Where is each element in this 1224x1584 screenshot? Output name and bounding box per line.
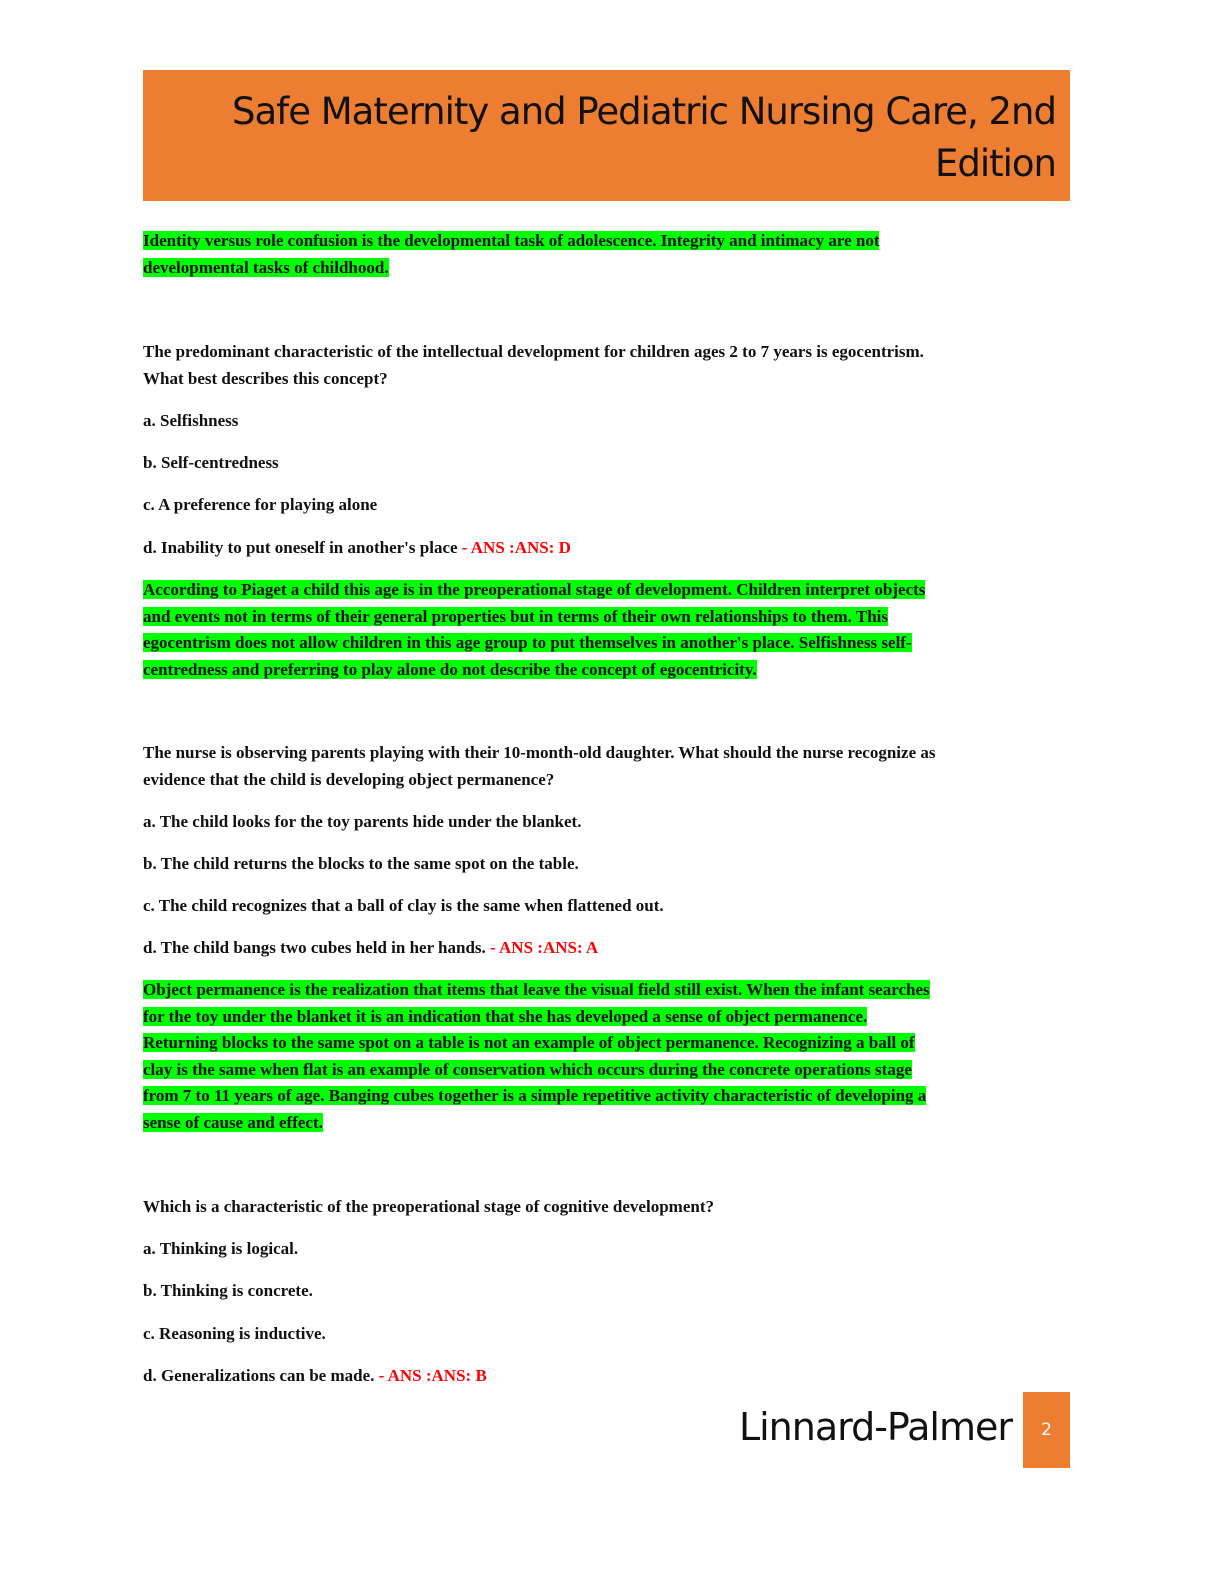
text-line bbox=[143, 1057, 1083, 1084]
answer-key: - ANS :ANS: A bbox=[485, 938, 599, 957]
option-b bbox=[143, 851, 1083, 878]
text-line: d. The child bangs two cubes held in her hands. - ANS :ANS: A bbox=[143, 938, 599, 957]
page-number: 2 bbox=[1023, 1392, 1070, 1468]
option-b bbox=[143, 450, 1083, 477]
highlighted-text: According to Piaget a child this age is in the preoperational stage of development. Children interpret objects bbox=[143, 580, 926, 599]
text-line bbox=[143, 1030, 1083, 1057]
text-line: The predominant characteristic of the intellectual development for children ages 2 to 7 years is egocentrism. bbox=[143, 342, 924, 361]
text-line: d. Inability to put oneself in another's place - ANS :ANS: D bbox=[143, 538, 571, 557]
highlighted-text: Identity versus role confusion is the developmental task of adolescence. Integrity and intimacy are not bbox=[143, 231, 880, 250]
text-line: a. The child looks for the toy parents hide under the blanket. bbox=[143, 812, 582, 831]
text-line: b. Thinking is concrete. bbox=[143, 1281, 313, 1300]
question-3 bbox=[143, 1194, 1083, 1221]
highlighted-text: from 7 to 11 years of age. Banging cubes together is a simple repetitive activity characteristic of developing a bbox=[143, 1086, 927, 1105]
answer-key: - ANS :ANS: D bbox=[457, 538, 571, 557]
footer-author: Linnard-Palmer bbox=[738, 1405, 1012, 1449]
option-c bbox=[143, 893, 1083, 920]
rationale-2 bbox=[143, 977, 1083, 1136]
option-a bbox=[143, 809, 1083, 836]
text-line: c. A preference for playing alone bbox=[143, 495, 378, 514]
highlighted-text: developmental tasks of childhood. bbox=[143, 257, 389, 277]
text-line: b. Self-centredness bbox=[143, 453, 279, 472]
text-line: c. The child recognizes that a ball of clay is the same when flattened out. bbox=[143, 896, 664, 915]
text-line: b. The child returns the blocks to the same spot on the table. bbox=[143, 854, 579, 873]
highlighted-text: for the toy under the blanket it is an indication that she has developed a sense of object permanence. bbox=[143, 1006, 868, 1026]
answer-key: - ANS :ANS: B bbox=[374, 1366, 487, 1385]
text-line: d. Generalizations can be made. - ANS :ANS: B bbox=[143, 1366, 487, 1385]
option-d bbox=[143, 1363, 1083, 1390]
highlighted-text: and events not in terms of their general properties but in terms of their own relationships to them. This bbox=[143, 606, 888, 626]
option-d bbox=[143, 935, 1083, 962]
highlighted-text: sense of cause and effect. bbox=[143, 1112, 323, 1132]
option-c bbox=[143, 1321, 1083, 1348]
document-header bbox=[143, 70, 1070, 201]
text-line bbox=[143, 577, 1083, 604]
highlighted-text: centredness and preferring to play alone do not describe the concept of egocentricity. bbox=[143, 659, 757, 679]
document-title bbox=[232, 86, 1056, 190]
text-line bbox=[143, 255, 1083, 282]
title-line: Safe Maternity and Pediatric Nursing Care, 2nd bbox=[232, 90, 1056, 133]
text-line: What best describes this concept? bbox=[143, 368, 388, 388]
question-1 bbox=[143, 339, 1083, 392]
highlighted-text: clay is the same when flat is an example of conservation which occurs during the concrete operations stage bbox=[143, 1059, 912, 1079]
text-line bbox=[143, 657, 1083, 684]
highlighted-text: egocentrism does not allow children in this age group to put themselves in another's place. Selfishness self- bbox=[143, 633, 912, 652]
option-a bbox=[143, 408, 1083, 435]
text-line: c. Reasoning is inductive. bbox=[143, 1324, 326, 1343]
option-c bbox=[143, 492, 1083, 519]
text-line: evidence that the child is developing object permanence? bbox=[143, 769, 555, 789]
text-line bbox=[143, 1004, 1083, 1031]
text-line bbox=[143, 630, 1083, 657]
text-line bbox=[143, 1110, 1083, 1137]
option-a bbox=[143, 1236, 1083, 1263]
rationale-previous bbox=[143, 228, 1083, 281]
text-line: a. Thinking is logical. bbox=[143, 1239, 299, 1258]
option-d bbox=[143, 535, 1083, 562]
highlighted-text: Returning blocks to the same spot on a table is not an example of object permanence. Recognizing a ball of bbox=[143, 1033, 915, 1052]
rationale-1 bbox=[143, 577, 1083, 683]
text-line bbox=[143, 228, 1083, 255]
text-line: Which is a characteristic of the preoperational stage of cognitive development? bbox=[143, 1197, 714, 1216]
question-2 bbox=[143, 740, 1083, 793]
option-b bbox=[143, 1278, 1083, 1305]
text-line: a. Selfishness bbox=[143, 411, 239, 430]
text-line: The nurse is observing parents playing with their 10-month-old daughter. What should the nurse recognize as bbox=[143, 743, 936, 762]
text-line bbox=[143, 977, 1083, 1004]
text-line bbox=[143, 604, 1083, 631]
highlighted-text: Object permanence is the realization that items that leave the visual field still exist. When the infant searches bbox=[143, 980, 930, 999]
title-line: Edition bbox=[934, 142, 1056, 185]
text-line bbox=[143, 1083, 1083, 1110]
